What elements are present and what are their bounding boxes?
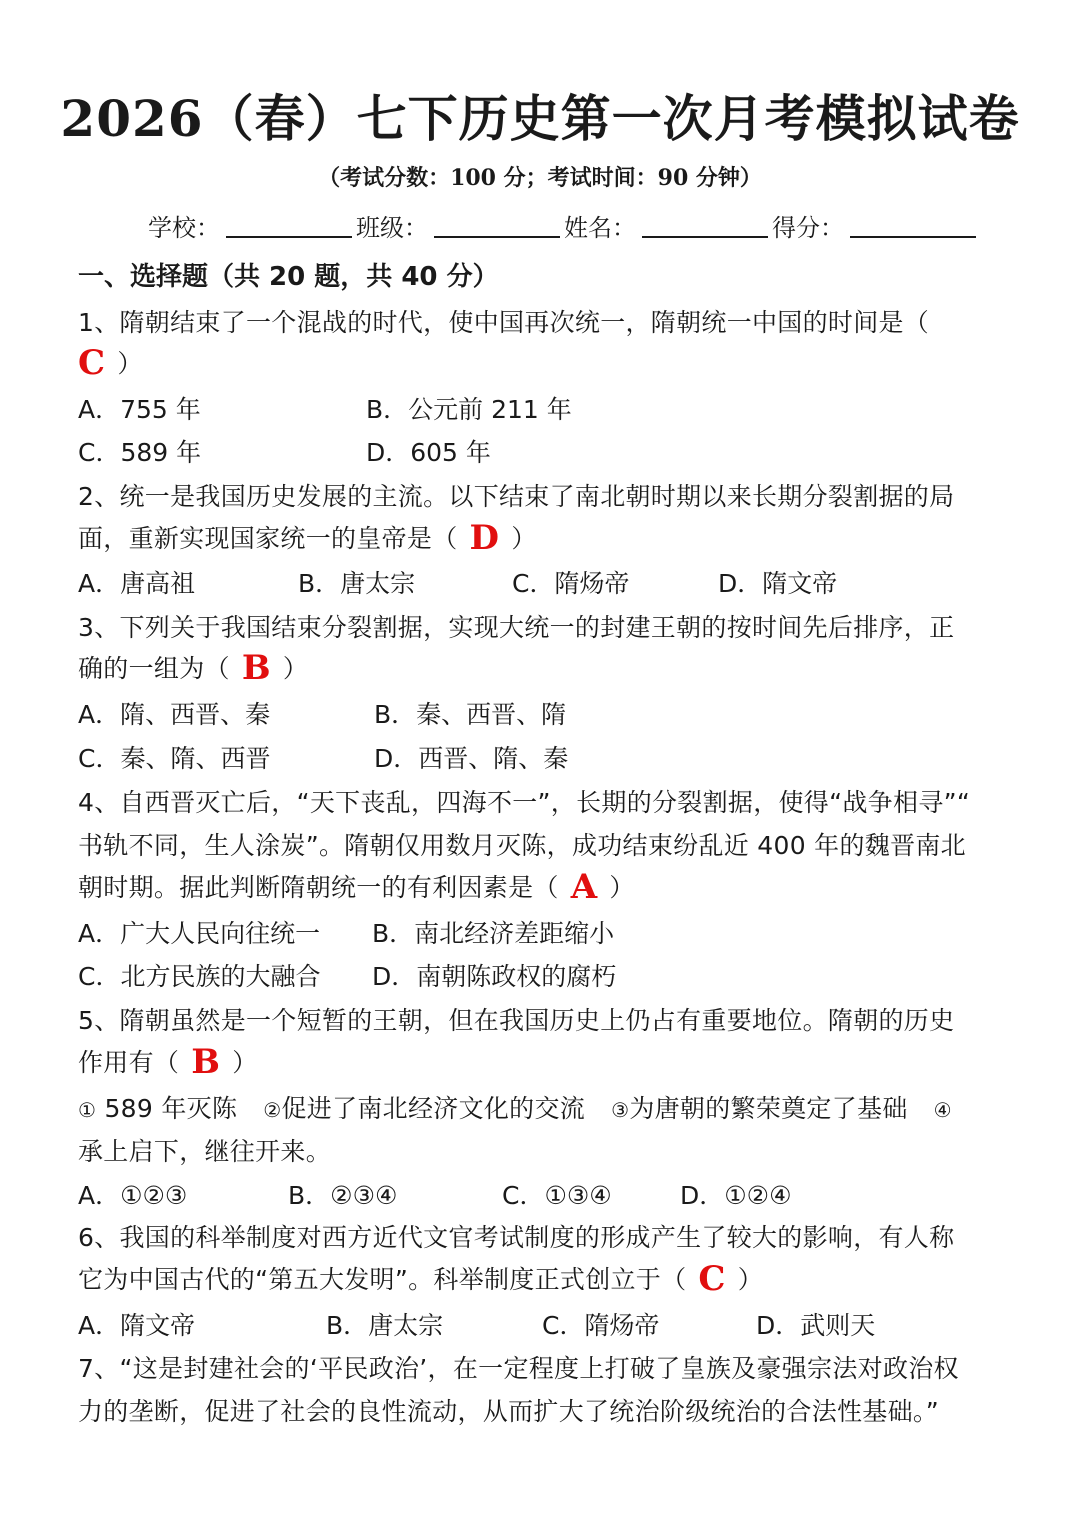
q4-stem-text: 朝时期。据此判断隋朝统一的有利因素是（ — [78, 873, 559, 902]
school-label: 学校： — [148, 214, 220, 242]
q3-stem-line2 — [78, 648, 1018, 690]
q3-stem-text: 确的一组为（ — [78, 654, 230, 683]
q4-option-b: B．南北经济差距缩小 — [372, 919, 615, 948]
q3-option-a: A．隋、西晋、秦 — [78, 700, 271, 729]
q1-option-a: A．755 年 — [78, 395, 201, 424]
q2-close-paren: ） — [511, 524, 537, 553]
q5-close-paren: ） — [232, 1048, 258, 1077]
q6-stem-line1: 6、我国的科举制度对西方近代文官考试制度的形成产生了较大的影响，有人称 — [78, 1223, 955, 1252]
q5-stem-line1: 5、隋朝虽然是一个短暂的王朝，但在我国历史上仍占有重要地位。隋朝的历史 — [78, 1006, 955, 1035]
q3-option-b: B．秦、西晋、隋 — [374, 700, 567, 729]
q2-option-a: A．唐高祖 — [78, 569, 196, 598]
q5-item-marker-2: ② — [263, 1098, 282, 1122]
q3-close-paren: ） — [282, 654, 309, 683]
q2-option-b: B．唐太宗 — [298, 569, 416, 598]
q5-stem-text: 作用有（ — [78, 1048, 180, 1077]
exam-title: 2026（春）七下历史第一次月考模拟试卷 — [60, 89, 1020, 148]
q4-stem-line1: 4、自西晋灭亡后，“天下丧乱，四海不一”，长期的分裂割据，使得“战争相寻”“ — [78, 788, 971, 817]
q4-option-c: C．北方民族的大融合 — [78, 962, 321, 991]
q2-option-c: C．隋炀帝 — [512, 569, 630, 598]
q1-option-c: C．589 年 — [78, 438, 202, 467]
q6-option-d: D．武则天 — [756, 1311, 876, 1340]
q4-stem-line3 — [78, 867, 1018, 909]
section-title: 一、选择题（共 20 题，共 40 分） — [78, 262, 499, 292]
q1-option-b: B．公元前 211 年 — [366, 395, 572, 424]
q5-items-line — [78, 1088, 1018, 1131]
q6-close-paren: ） — [737, 1265, 764, 1294]
q1-close-paren: ） — [117, 349, 143, 378]
name-label: 姓名： — [564, 214, 636, 242]
school-blank[interactable] — [226, 208, 352, 238]
q3-answer: B — [241, 648, 271, 688]
q4-close-paren: ） — [609, 873, 635, 902]
q5-option-a: A．①②③ — [78, 1181, 188, 1210]
q2-stem-line2 — [78, 518, 1018, 560]
q4-answer: A — [570, 867, 598, 907]
exam-subtitle: （考试分数：100 分；考试时间：90 分钟） — [318, 165, 762, 191]
q5-item-marker-3: ③ — [611, 1098, 630, 1122]
q5-item-2: 促进了南北经济文化的交流 — [281, 1094, 586, 1123]
q5-item-3: 为唐朝的繁荣奠定了基础 — [629, 1094, 908, 1123]
q5-option-d: D．①②④ — [680, 1181, 792, 1210]
q2-stem-line1: 2、统一是我国历史发展的主流。以下结束了南北朝时期以来长期分裂割据的局 — [78, 482, 955, 511]
q6-answer: C — [698, 1259, 726, 1299]
q5-item-marker-1: ① — [78, 1098, 97, 1122]
q2-stem-text: 面，重新实现国家统一的皇帝是（ — [78, 524, 458, 553]
q2-answer: D — [469, 518, 500, 558]
q4-stem-line2: 书轨不同，生人涂炭”。隋朝仅用数月灭陈，成功结束纷乱近 400 年的魏晋南北 — [78, 831, 966, 860]
q5-item-marker-4: ④ — [933, 1098, 952, 1122]
q3-option-c: C．秦、隋、西晋 — [78, 744, 271, 773]
q2-option-d: D．隋文帝 — [718, 569, 838, 598]
q6-option-a: A．隋文帝 — [78, 1311, 196, 1340]
score-label: 得分： — [772, 214, 844, 242]
q7-stem-line2: 力的垄断，促进了社会的良性流动，从而扩大了统治阶级统治的合法性基础。” — [78, 1397, 939, 1426]
q1-stem-line2 — [78, 343, 1018, 385]
q6-option-c: C．隋炀帝 — [542, 1311, 660, 1340]
score-blank[interactable] — [850, 208, 976, 238]
class-blank[interactable] — [434, 208, 560, 238]
q5-stem-line3: 承上启下，继往开来。 — [78, 1137, 332, 1166]
q7-stem-line1: 7、“这是封建社会的‘平民政治’，在一定程度上打破了皇族及豪强宗法对政治权 — [78, 1354, 959, 1383]
name-blank[interactable] — [642, 208, 768, 238]
q1-answer: C — [78, 343, 106, 383]
q1-option-d: D．605 年 — [366, 438, 491, 467]
q1-stem-line1: 1、隋朝结束了一个混战的时代，使中国再次统一，隋朝统一中国的时间是（ — [78, 308, 930, 337]
q4-option-d: D．南朝陈政权的腐朽 — [372, 962, 617, 991]
q5-item-1: 589 年灭陈 — [96, 1094, 238, 1123]
q5-answer: B — [191, 1042, 221, 1082]
student-info-row — [148, 208, 980, 248]
q5-stem-line2 — [78, 1042, 1018, 1084]
q4-option-a: A．广大人民向往统一 — [78, 919, 321, 948]
q5-option-b: B．②③④ — [288, 1181, 398, 1210]
q6-stem-line2 — [78, 1259, 1018, 1301]
q3-stem-line1: 3、下列关于我国结束分裂割据，实现大统一的封建王朝的按时间先后排序，正 — [78, 613, 955, 642]
class-label: 班级： — [356, 214, 428, 242]
q6-option-b: B．唐太宗 — [326, 1311, 444, 1340]
q3-option-d: D．西晋、隋、秦 — [374, 744, 569, 773]
q5-option-c: C．①③④ — [502, 1181, 612, 1210]
q6-stem-text: 它为中国古代的“第五大发明”。科举制度正式创立于（ — [78, 1265, 687, 1294]
